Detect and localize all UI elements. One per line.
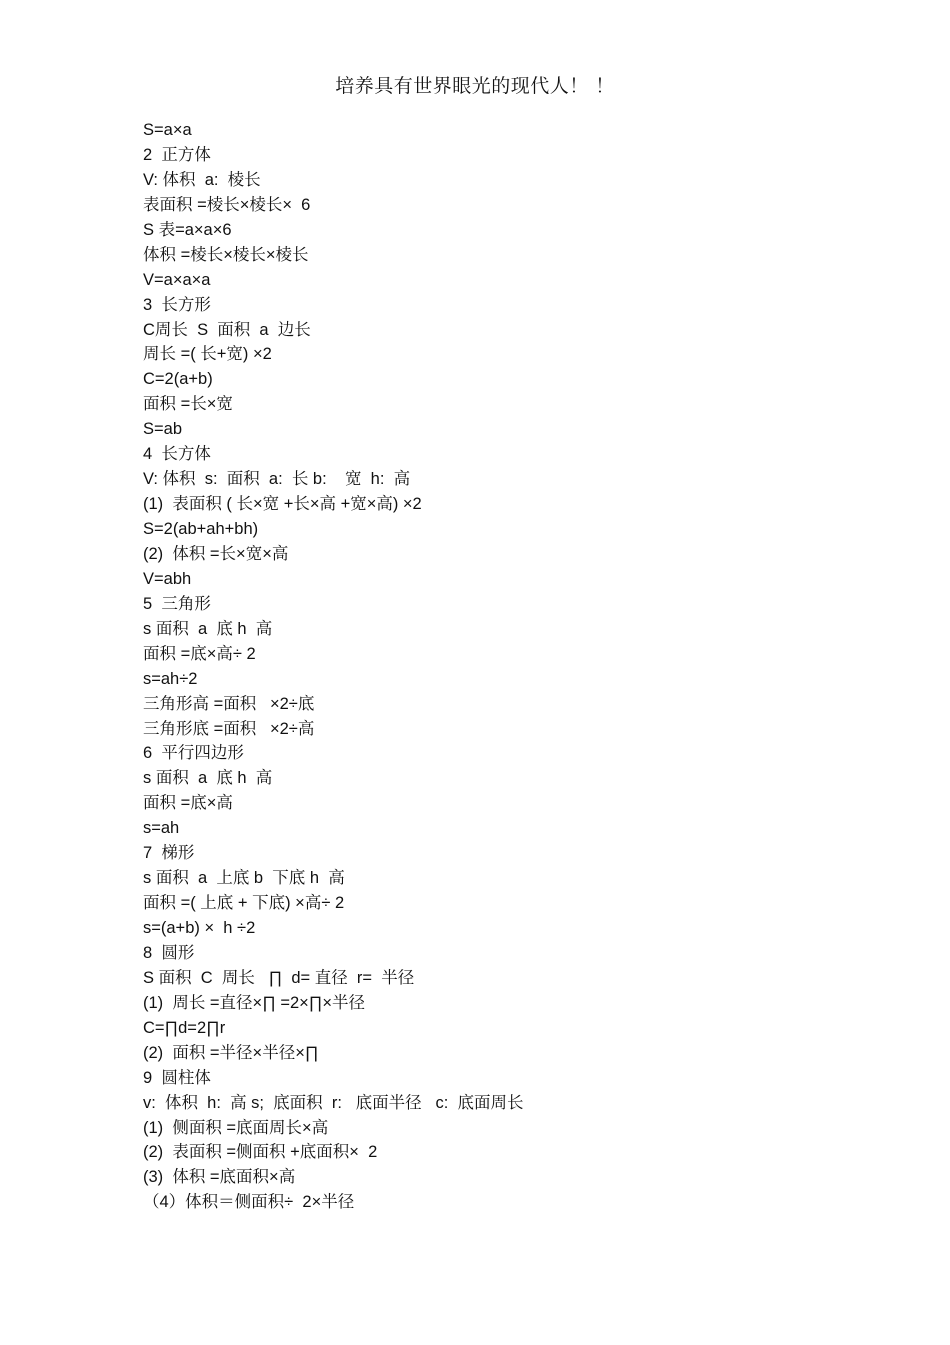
formula-line: (1) 侧面积 =底面周长×高 xyxy=(143,1118,329,1137)
formula-line: V: 体积 a: 棱长 xyxy=(143,170,261,189)
formula-line: V=a×a×a xyxy=(143,270,211,289)
formula-line: (2) 面积 =半径×半径×∏ xyxy=(143,1043,319,1062)
formula-line: (2) 体积 =长×宽×高 xyxy=(143,544,289,563)
formula-line: 周长 =( 长+宽) ×2 xyxy=(143,345,272,364)
formula-line: s=ah÷2 xyxy=(143,669,198,688)
formula-line: S=ab xyxy=(143,420,182,439)
formula-line: S 表=a×a×6 xyxy=(143,220,232,239)
formula-line: 面积 =( 上底 + 下底) ×高÷ 2 xyxy=(143,894,345,913)
formula-line: 三角形高 =面积 ×2÷底 xyxy=(143,694,315,713)
formula-line: v: 体积 h: 高 s; 底面积 r: 底面半径 c: 底面周长 xyxy=(143,1093,524,1112)
formula-line: C=2(a+b) xyxy=(143,370,213,389)
formula-line: s 面积 a 底 h 高 xyxy=(143,619,273,638)
formula-line: C周长 S 面积 a 边长 xyxy=(143,320,311,339)
formula-line: 面积 =底×高÷ 2 xyxy=(143,644,256,663)
formula-list xyxy=(143,118,903,1215)
formula-line: (1) 表面积 ( 长×宽 +长×高 +宽×高) ×2 xyxy=(143,495,422,514)
section-heading: 6 平行四边形 xyxy=(143,744,244,763)
section-heading: 9 圆柱体 xyxy=(143,1068,211,1087)
formula-line: 面积 =底×高 xyxy=(143,794,233,813)
formula-line: s 面积 a 底 h 高 xyxy=(143,769,273,788)
formula-line: C=∏d=2∏r xyxy=(143,1018,226,1037)
section-heading: 5 三角形 xyxy=(143,594,211,613)
section-heading: 7 梯形 xyxy=(143,844,195,863)
formula-line: 三角形底 =面积 ×2÷高 xyxy=(143,719,315,738)
formula-line: s 面积 a 上底 b 下底 h 高 xyxy=(143,869,345,888)
formula-line: s=(a+b) × h ÷2 xyxy=(143,919,256,937)
section-heading: 2 正方体 xyxy=(143,145,211,164)
formula-line: (2) 表面积 =侧面积 +底面积× 2 xyxy=(143,1143,378,1162)
section-heading: 4 长方体 xyxy=(143,445,211,464)
formula-line: V: 体积 s: 面积 a: 长 b: 宽 h: 高 xyxy=(143,470,411,489)
formula-line: s=ah xyxy=(143,819,180,838)
formula-line: S=a×a xyxy=(143,121,192,139)
page-header: 培养具有世界眼光的现代人！ ！ xyxy=(335,75,615,97)
formula-line: S 面积 C 周长 ∏ d= 直径 r= 半径 xyxy=(143,968,415,987)
formula-line: 体积 =棱长×棱长×棱长 xyxy=(143,245,309,264)
formula-line: 表面积 =棱长×棱长× 6 xyxy=(143,195,311,214)
formula-line: S=2(ab+ah+bh) xyxy=(143,520,259,538)
section-heading: 8 圆形 xyxy=(143,943,195,962)
formula-line: (1) 周长 =直径×∏ =2×∏×半径 xyxy=(143,993,366,1012)
section-heading: 3 长方形 xyxy=(143,295,211,314)
formula-line: V=abh xyxy=(143,569,192,588)
formula-line: 面积 =长×宽 xyxy=(143,395,233,414)
formula-line: (3) 体积 =底面积×高 xyxy=(143,1168,296,1187)
formula-line: （4）体积＝侧面积÷ 2×半径 xyxy=(143,1193,355,1212)
